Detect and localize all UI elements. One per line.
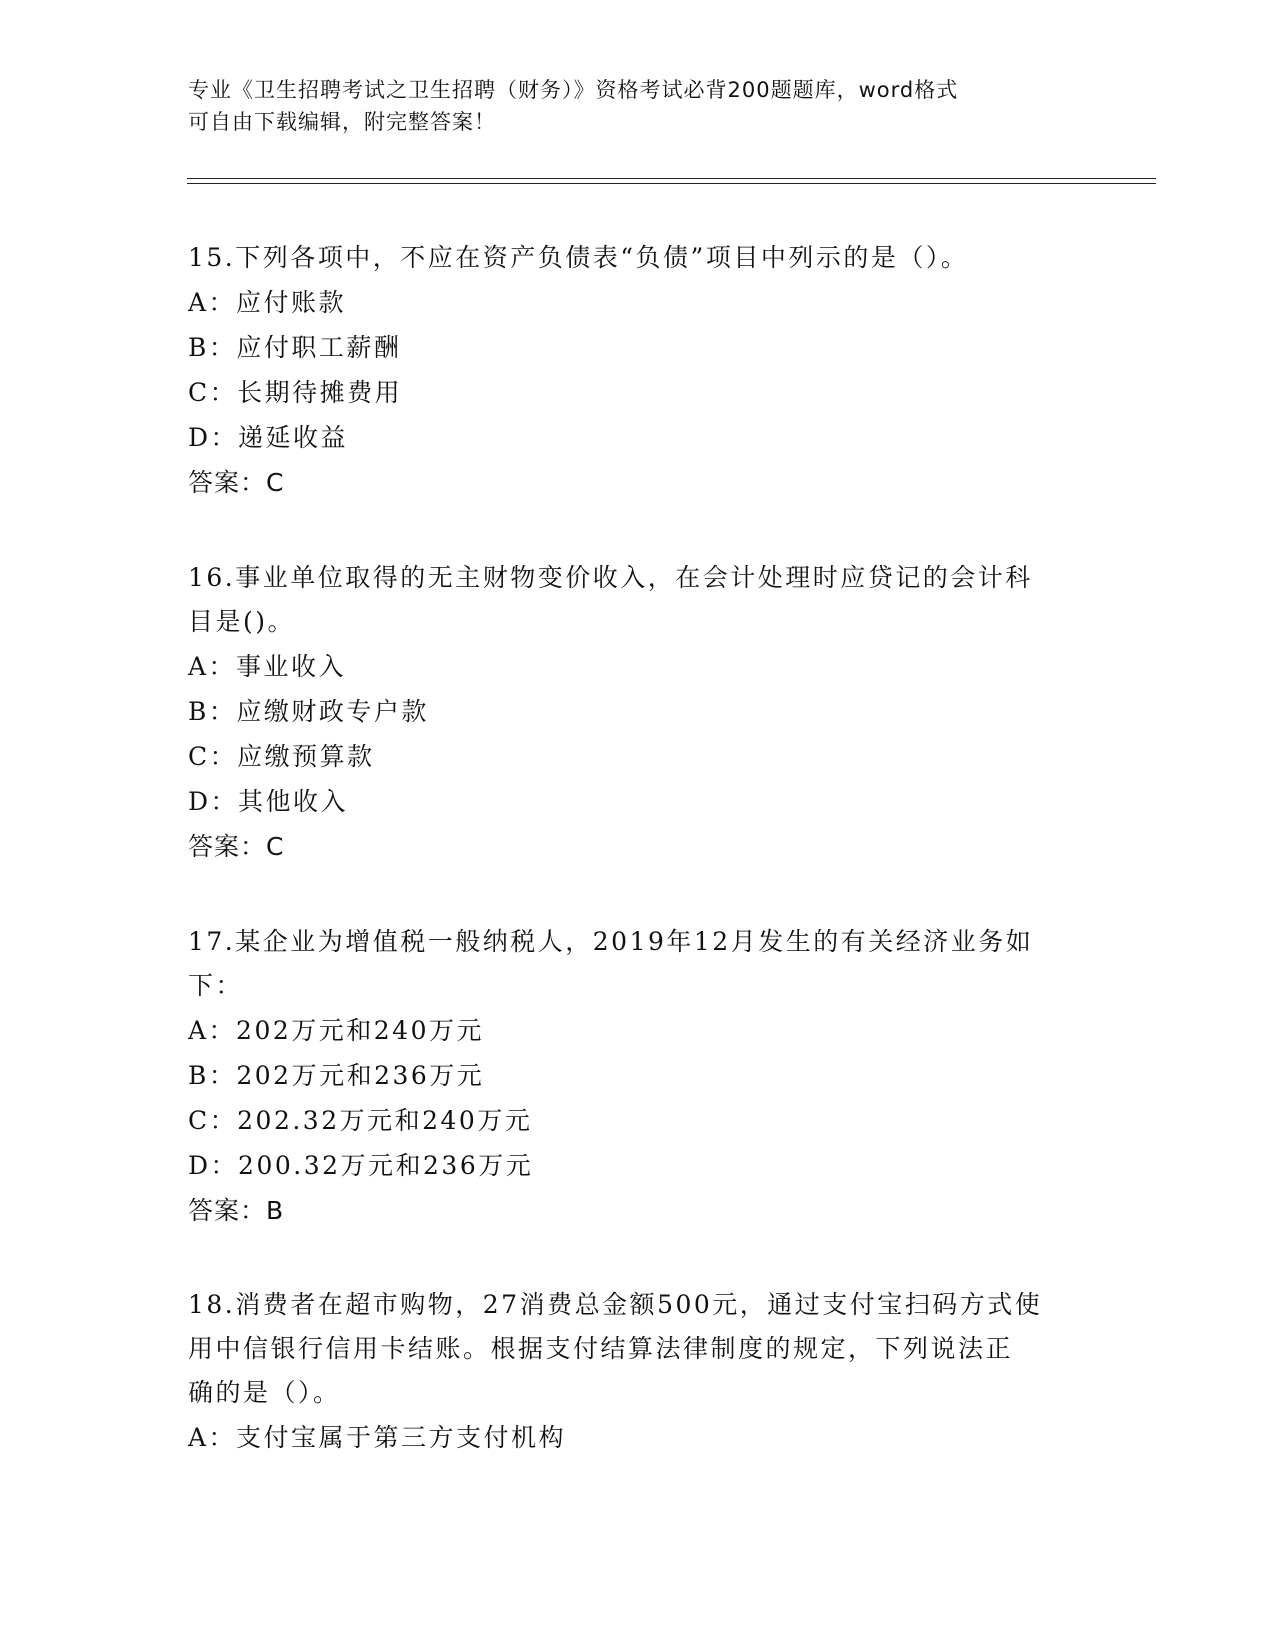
question-stem: 18.消费者在超市购物，27消费总金额500元，通过支付宝扫码方式使 xyxy=(188,1290,1043,1319)
option-c: C：202.32万元和240万元 xyxy=(188,1106,533,1135)
option-a: A：202万元和240万元 xyxy=(188,1016,484,1045)
question-stem: 17.某企业为增值税一般纳税人，2019年12月发生的有关经济业务如 xyxy=(188,927,1034,956)
option-b: B：202万元和236万元 xyxy=(188,1061,485,1090)
option-d: D：其他收入 xyxy=(188,787,349,816)
option-a: A：应付账款 xyxy=(188,288,347,317)
question-stem: 15.下列各项中，不应在资产负债表“负债”项目中列示的是（）。 xyxy=(188,243,969,272)
question-stem-continued: 下： xyxy=(188,971,244,1000)
question-stem: 16.事业单位取得的无主财物变价收入，在会计处理时应贷记的会计科 xyxy=(188,563,1033,592)
header-line-2: 可自由下载编辑，附完整答案！ xyxy=(188,110,496,134)
question-stem-continued: 目是()。 xyxy=(188,607,296,636)
header-line-1: 专业《卫生招聘考试之卫生招聘（财务）》资格考试必背200题题库，word格式 xyxy=(188,78,959,102)
answer: 答案：C xyxy=(188,832,285,861)
option-a: A：支付宝属于第三方支付机构 xyxy=(188,1423,567,1452)
option-c: C：长期待摊费用 xyxy=(188,378,403,407)
option-c: C：应缴预算款 xyxy=(188,742,375,771)
header-divider-top xyxy=(187,178,1156,179)
option-d: D：递延收益 xyxy=(188,423,349,452)
header-divider-bottom xyxy=(187,183,1156,184)
answer: 答案：C xyxy=(188,468,285,497)
answer: 答案：B xyxy=(188,1196,285,1225)
question-15 xyxy=(188,236,1088,505)
option-d: D：200.32万元和236万元 xyxy=(188,1151,534,1180)
document-header xyxy=(188,74,1088,138)
question-stem-continued: 确的是（）。 xyxy=(188,1378,341,1407)
question-17 xyxy=(188,920,1088,1233)
question-stem-continued: 用中信银行信用卡结账。根据支付结算法律制度的规定，下列说法正 xyxy=(188,1334,1014,1363)
option-a: A：事业收入 xyxy=(188,652,347,681)
option-b: B：应付职工薪酬 xyxy=(188,333,402,362)
question-16 xyxy=(188,556,1088,869)
question-18 xyxy=(188,1283,1088,1460)
option-b: B：应缴财政专户款 xyxy=(188,697,429,726)
